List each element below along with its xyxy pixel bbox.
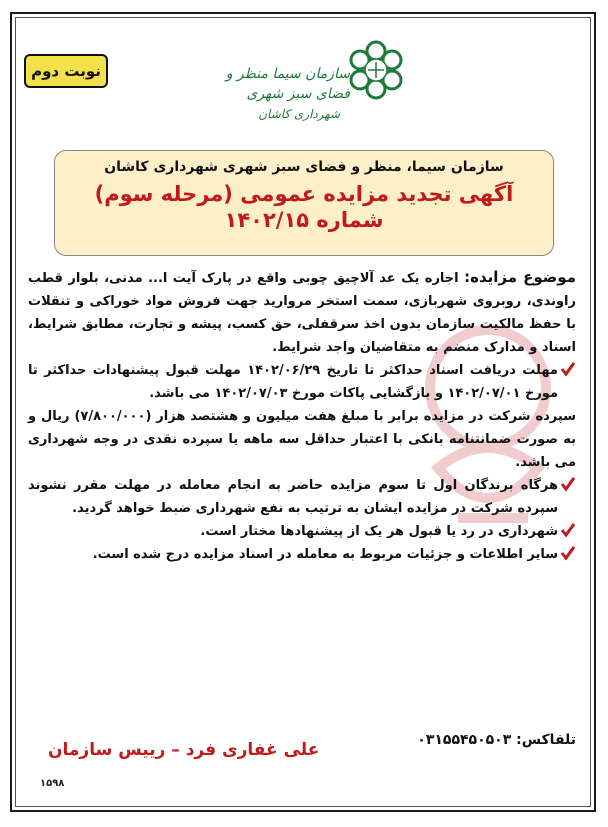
subject-text: اجاره یک عد آلاچیق چوبی واقع در پارک آیت ا... مدنی، بلوار قطب راوندی، روبروی شهربازی، سمت استخر مروارید جهت فروش مواد خوراکی و تنقلات با حفظ مالکیت سازمان بدون اخذ سرقفلی، حق کسب، پیشه و تجارت، مطابق شرایط، اسناد و مدارک منضم به متقاضیان واجد شرایط. [28, 271, 576, 355]
organization-name: سازمان سیما، منظر و فضای سبز شهری شهرداری کاشان [104, 159, 504, 175]
subject-label: موضوع مزایده: [464, 268, 576, 286]
list-item [28, 520, 576, 543]
second-publication-badge: نوبت دوم [24, 54, 108, 88]
announcement-header [54, 150, 554, 256]
logo-line-2: شهرداری کاشان [258, 107, 340, 121]
deadline-text: مهلت دریافت اسناد حداکثر تا تاریخ ۱۴۰۲/۰۶/۲۹ مهلت قبول پیشنهادات حداکثر تا مورخ ۱۴۰۲/۰۷/۰۱ و بازگشایی پاکات مورخ ۱۴۰۲/۰۷/۰۳ می باشد. [28, 363, 558, 401]
signature: علی غفاری فرد – رییس سازمان [48, 740, 320, 760]
check-icon [560, 361, 576, 377]
reject-right-text: شهرداری در رد یا قبول هر یک از پیشنهادها مختار است. [200, 524, 558, 539]
ad-code: ۱۵۹۸ [40, 778, 65, 789]
subject-paragraph [28, 266, 576, 359]
list-item [28, 474, 576, 520]
check-icon [560, 476, 576, 492]
logo-line-1: سازمان سیما منظر و فضای سبز شهری [225, 66, 350, 102]
list-item [28, 359, 576, 405]
organization-logo [218, 36, 406, 146]
announcement-body [28, 266, 576, 566]
flower-emblem-icon [346, 40, 406, 100]
check-icon [560, 522, 576, 538]
deposit-paragraph: سپرده شرکت در مزایده برابر با مبلغ هفت میلیون و هشتصد هزار (۷/۸۰۰/۰۰۰) ریال و به صورت ضمانتنامه بانکی با اعتبار حداقل سه ماهه یا سپرده نقدی در وجه شهرداری می باشد. [28, 409, 576, 470]
announcement-number: شماره ۱۴۰۲/۱۵ [224, 208, 384, 232]
check-icon [560, 545, 576, 561]
announcement-title: آگهی تجدید مزایده عمومی (مرحله سوم) [94, 182, 514, 206]
list-item [28, 543, 576, 566]
logo-calligraphy [218, 64, 350, 124]
forfeit-text: هرگاه برندگان اول تا سوم مزایده حاضر به انجام معامله در مهلت مقرر نشوند سپرده شرکت در مزایده ایشان به ترتیب به نفع شهرداری ضبط خواهد گردید. [28, 478, 558, 516]
other-info-text: سایر اطلاعات و جزئیات مربوط به معامله در اسناد مزایده درج شده است. [92, 547, 558, 562]
contact-footer [28, 732, 576, 760]
phone-fax: تلفاکس: ۰۳۱۵۵۴۵۰۵۰۳ [417, 732, 576, 748]
